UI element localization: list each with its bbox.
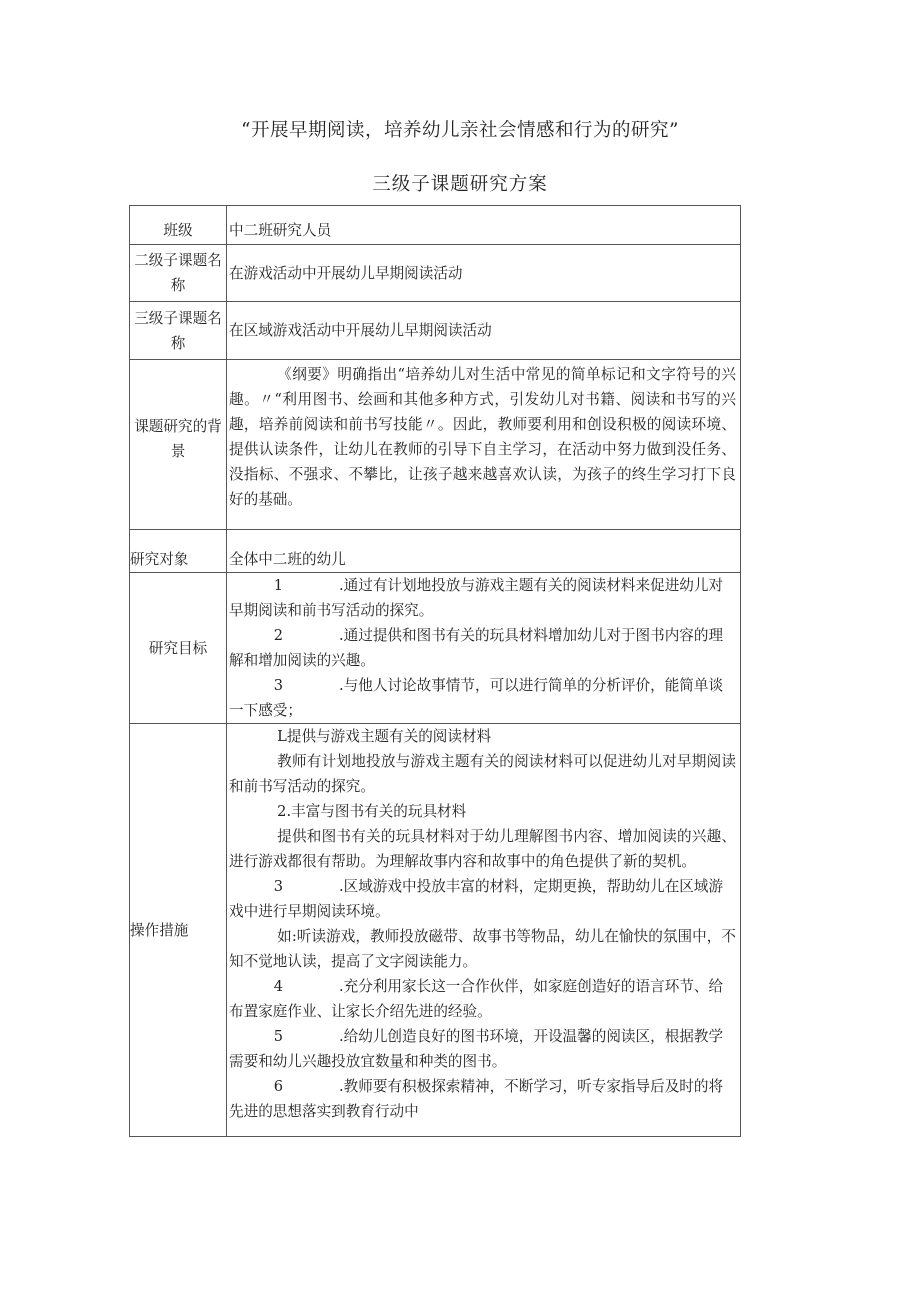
document-title: “开展早期阅读，培养幼儿亲社会情感和行为的研究” [241,120,679,141]
value-level2 [227,245,741,302]
background-paragraph: 《纲要》明确指出“培养幼儿对生活中常见的简单标记和文字符号的兴趣。〃“利用图书、绘画和其他多种方式，引发幼儿对书籍、阅读和书写的兴趣，培养前阅读和前书写技能〃。因此，教师要利用和创设积极的阅读环境、提供认读条件，让幼儿在教师的引导下自主学习，在活动中努力做到没任务、没指标、不强求、不攀比，让孩子越来越喜欢认读，为孩子的终生学习打下良好的基础。 [229,366,736,508]
row-goals [130,573,741,724]
label-subjects [130,530,227,573]
value-level2-text: 在游戏活动中开展幼儿早期阅读活动 [229,264,463,282]
label-background [130,360,227,530]
label-goals [130,573,227,724]
goal-number: 2 [273,627,283,644]
goal-text: .通过有计划地投放与游戏主题有关的阅读材料来促进幼儿对早期阅读和前书写活动的探究。 [229,577,724,619]
value-level3-text: 在区域游戏活动中开展幼儿早期阅读活动 [229,322,492,339]
row-background [130,360,741,530]
goal-number: 1 [273,577,283,594]
row-class [130,206,741,245]
goal-item [229,573,736,623]
measure-item [229,1074,736,1124]
label-class [130,206,227,245]
plan-table [129,205,741,1137]
measure-text: .教师要有积极探索精神，不断学习，听专家指导后及时的将先进的思想落实到教育行动中 [229,1078,724,1120]
measure-number: 3 [273,878,283,895]
goal-item [229,623,736,673]
goal-text: .与他人讨论故事情节，可以进行简单的分析评价，能简单谈一下感受； [229,677,724,719]
label-measures [130,724,227,1137]
label-class-text: 班级 [163,221,193,239]
measure-number: 6 [273,1078,283,1095]
row-level2 [130,245,741,302]
label-background-text: 课题研究的背景 [134,417,222,460]
goal-text: .通过提供和图书有关的玩具材料增加幼儿对于图书内容的理解和增加阅读的兴趣。 [229,627,724,669]
value-level3 [227,302,741,360]
label-level2 [130,245,227,302]
measure-paragraph-1: 教师有计划地投放与游戏主题有关的阅读材料可以促进幼儿对早期阅读和前书写活动的探究。 [229,753,736,795]
measure-heading-2: 2.丰富与图书有关的玩具材料 [277,803,467,820]
measure-text: .充分利用家长这一合作伙伴，如家庭创造好的语言环节、给布置家庭作业、让家长介绍先进的经验。 [229,978,724,1020]
measure-text: .给幼儿创造良好的图书环境，开设温馨的阅读区，根据教学需要和幼儿兴趣投放宜数量和种类的图书。 [229,1028,724,1070]
label-level2-text: 二级子课题名称 [134,252,222,294]
label-goals-text: 研究目标 [148,639,208,657]
row-level3 [130,302,741,360]
measure-number: 4 [273,978,283,995]
document-subtitle: 三级子课题研究方案 [372,174,548,195]
measure-example: 如:听读游戏，教师投放磁带、故事书等物品，幼儿在愉快的氛围中，不知不觉地认读，提高了文字阅读能力。 [229,928,736,970]
value-subjects [227,530,741,573]
row-measures [130,724,741,1137]
value-class [227,206,741,245]
measure-heading-1: L提供与游戏主题有关的阅读材料 [277,728,492,745]
goal-item [229,673,736,723]
row-subjects [130,530,741,573]
goal-number: 3 [273,677,283,694]
measure-number: 5 [273,1028,283,1045]
measure-item [229,974,736,1024]
measure-paragraph-2: 提供和图书有关的玩具材料对于幼儿理解图书内容、增加阅读的兴趣、进行游戏都很有帮助。为理解故事内容和故事中的角色提供了新的契机。 [229,828,736,870]
label-measures-text: 操作措施 [130,921,189,939]
value-measures [227,724,741,1137]
measure-text: .区域游戏中投放丰富的材料，定期更换，帮助幼儿在区域游戏中进行早期阅读环境。 [229,878,724,920]
measure-item [229,1024,736,1074]
label-level3 [130,302,227,360]
value-goals [227,573,741,724]
label-subjects-text: 研究对象 [130,551,189,568]
value-class-text: 中二班研究人员 [229,221,332,239]
value-background [227,360,741,530]
label-level3-text: 三级子课题名称 [134,309,222,352]
measure-item [229,874,736,924]
value-subjects-text: 全体中二班的幼儿 [229,551,346,568]
